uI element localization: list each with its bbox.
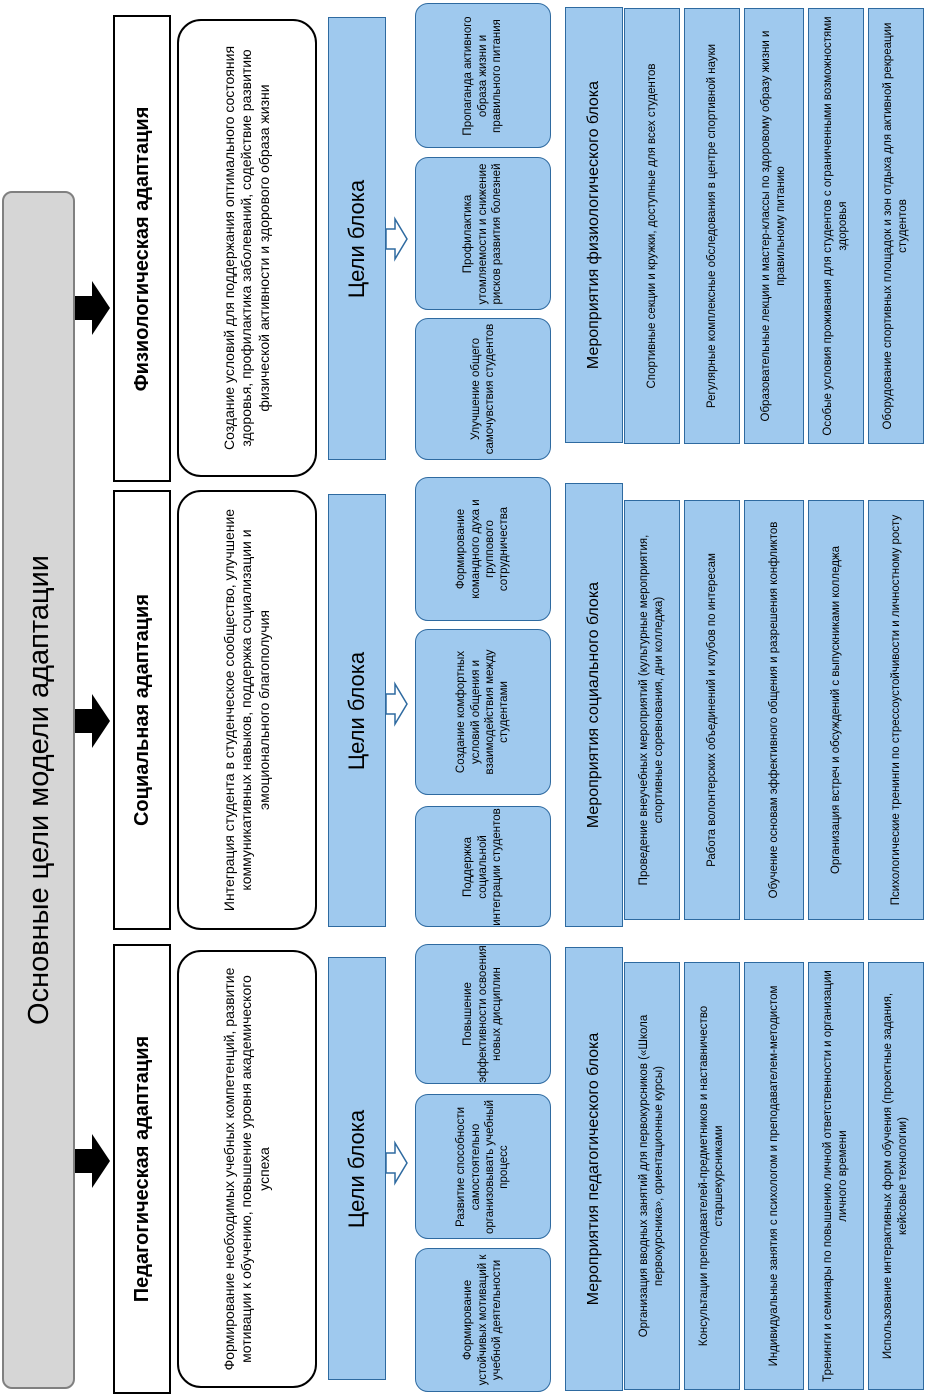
physio-activity-1 — [624, 8, 680, 444]
ped-activity-5 — [868, 962, 924, 1390]
ped-activity-2 — [684, 962, 740, 1390]
physio-goal-1 — [415, 318, 551, 460]
physio-activity-2 — [684, 8, 740, 444]
ped-activities-header — [565, 947, 623, 1391]
ped-description-box — [177, 950, 317, 1388]
social-title: Социальная адаптация — [130, 594, 153, 827]
social-goals-label: Цели блока — [344, 651, 369, 770]
physio-goals-label: Цели блока — [344, 179, 369, 298]
ped-activity-3 — [744, 962, 804, 1390]
goals-arrows — [386, 219, 407, 1183]
ped-activity-5-text: Использование интерактивных форм обучения (проектные задания, кейсовые технологии) — [882, 992, 909, 1360]
ped-activity-2-text: Консультации преподавателей-предметников и наставничество старшекурсниками — [698, 1005, 725, 1347]
physio-description-box — [177, 19, 317, 477]
ped-goals-label: Цели блока — [344, 1109, 369, 1228]
social-activity-4-text: Организация встреч и обсуждений с выпускниками колледжа — [829, 545, 842, 875]
ped-goal-3-text: Повышение эффективности освоения новых дисциплин — [462, 945, 504, 1083]
social-description-box — [177, 490, 317, 930]
ped-title: Педагогическая адаптация — [130, 1035, 153, 1303]
physio-goal-2-text: Профилактика утомляемости и снижение рисков развития болезней — [462, 162, 504, 305]
ped-goal-2-text: Развитие способности самостоятельно организовывать учебный процесс — [455, 1099, 511, 1234]
social-goal-1-text: Поддержка социальной интеграции студентов — [462, 807, 504, 926]
ped-goal-2 — [415, 1094, 551, 1239]
social-goal-3-text: Формирование командного духа и группового сотрудничества — [455, 499, 511, 599]
social-activity-3-text: Обучение основам эффективного общения и разрешения конфликтов — [767, 521, 780, 899]
physio-activity-4 — [808, 8, 864, 444]
social-activity-2 — [684, 500, 740, 920]
ped-activities-title: Мероприятия педагогического блока — [585, 1032, 602, 1306]
physio-activities-header — [565, 7, 623, 443]
ped-description: Формирование необходимых учебных компетенций, развитие мотивации к обучению, повышение уровня академического успеха — [221, 967, 272, 1371]
physio-activity-5-text: Оборудование спортивных площадок и зон отдыха для активной рекреации студентов — [882, 22, 909, 430]
social-goals-label-box — [328, 494, 386, 927]
physio-activity-1-text: Спортивные секции и кружки, доступные для всех студентов — [645, 63, 658, 389]
physio-activity-5 — [868, 8, 924, 444]
physio-activity-3-text: Образовательные лекции и мастер-классы по здоровому образу жизни и правильному питанию — [760, 30, 787, 422]
physio-description: Создание условий для поддержания оптимального состояния здоровья, профилактика заболеваний, содействие развитию физической активности и здорового образа жизни — [221, 45, 272, 451]
ped-goal-1-text: Формирование устойчивых мотиваций к учебной деятельности — [462, 1254, 504, 1386]
ped-activity-4 — [808, 962, 864, 1390]
ped-activity-3-text: Индивидуальные занятия с психологом и преподавателем-методистом — [767, 985, 780, 1367]
physio-title-box — [113, 15, 171, 482]
arrow-to-ped — [75, 1134, 110, 1188]
ped-title-box — [113, 944, 171, 1394]
physio-goal-3-text: Пропаганда активного образа жизни и правильного питания — [462, 15, 504, 136]
physio-activity-3 — [744, 8, 804, 444]
social-activity-3 — [744, 500, 804, 920]
physio-goal-2 — [415, 157, 551, 310]
social-activity-2-text: Работа волонтерских объединений и клубов по интересам — [705, 553, 718, 867]
social-activity-1 — [624, 500, 680, 920]
ped-activity-4-text: Тренинги и семинары по повышению личной ответственности и организации личного времени — [822, 970, 849, 1382]
social-activity-5-text: Психологические тренинги по стрессоустойчивости и личностному росту — [889, 514, 902, 906]
ped-activity-1-text: Организация вводных занятий для первокурсников («Школа первокурсника», ориентационные курсы) — [638, 1014, 665, 1338]
social-activities-title: Мероприятия социального блока — [585, 581, 602, 829]
ped-activity-1 — [624, 962, 680, 1390]
arrow-to-physio — [75, 281, 110, 335]
ped-goal-1 — [415, 1248, 551, 1392]
main-to-block-arrows — [75, 281, 110, 1188]
social-description: Интеграция студента в студенческое сообщество, улучшение коммуникативных навыков, поддержка социализации и эмоционального благополучия — [221, 508, 272, 912]
goals-arrow-physio — [386, 219, 407, 259]
physio-goal-1-text: Улучшение общего самочувствия студентов — [469, 323, 496, 455]
physio-goals-label-box — [328, 17, 386, 460]
social-activity-5 — [868, 500, 924, 920]
social-title-box — [113, 490, 171, 930]
physio-goal-3 — [415, 3, 551, 148]
ped-goals-label-box — [328, 957, 386, 1380]
physio-title: Физиологическая адаптация — [130, 106, 153, 391]
social-goal-2 — [415, 629, 551, 795]
main-goal-text: Основные цели модели адаптации — [22, 555, 54, 1025]
ped-goal-3 — [415, 944, 551, 1084]
physio-activities-title: Мероприятия физиологического блока — [585, 80, 602, 370]
arrow-to-social — [75, 694, 110, 748]
goals-arrow-social — [386, 684, 407, 724]
social-activity-4 — [808, 500, 864, 920]
physio-activity-2-text: Регулярные комплексные обследования в центре спортивной науки — [705, 43, 718, 409]
physio-activity-4-text: Особые условия проживания для студентов с ограниченными возможностями здоровья — [822, 16, 849, 436]
goals-arrow-ped — [386, 1143, 407, 1183]
social-goal-1 — [415, 806, 551, 927]
social-activity-1-text: Проведение внеучебных мероприятий (культурные мероприятия, спортивные соревнования, дни колледжа) — [638, 534, 665, 886]
social-activities-header — [565, 483, 623, 927]
social-goal-3 — [415, 477, 551, 621]
social-goal-2-text: Создание комфортных условий общения и взаимодействия между студентами — [455, 649, 511, 775]
main-goal-box — [2, 191, 75, 1389]
